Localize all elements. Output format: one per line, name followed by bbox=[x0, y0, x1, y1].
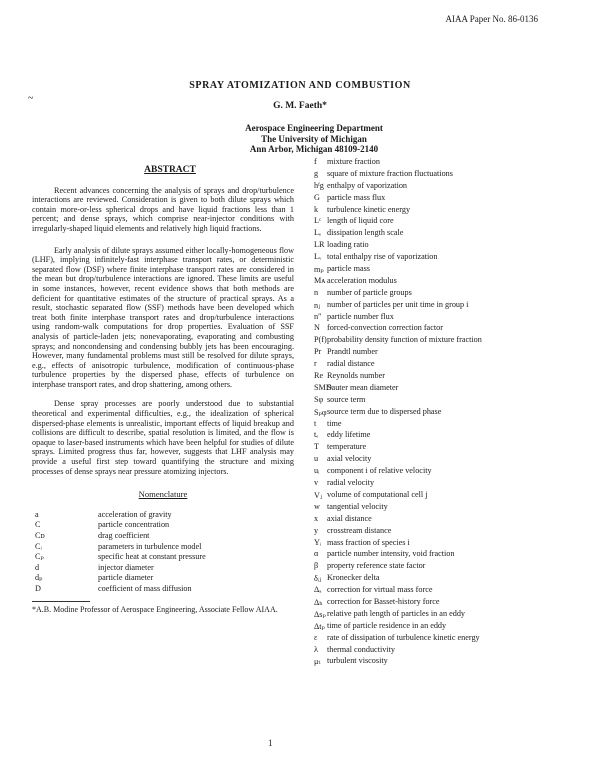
nomenclature-entry bbox=[314, 597, 584, 609]
paper-number: AIAA Paper No. 86-0136 bbox=[445, 14, 538, 24]
nomenclature-symbol: mₚ bbox=[314, 265, 324, 275]
nomenclature-definition: specific heat at constant pressure bbox=[98, 552, 206, 562]
abstract-heading: ABSTRACT bbox=[144, 165, 196, 175]
nomenclature-definition: number of particle groups bbox=[327, 287, 412, 297]
nomenclature-definition: rate of dissipation of turbulence kinetic energy bbox=[327, 632, 480, 642]
nomenclature-entry bbox=[314, 656, 584, 668]
nomenclature-entry bbox=[32, 573, 294, 584]
margin-scribble: ~ bbox=[28, 93, 34, 104]
nomenclature-entry bbox=[314, 288, 584, 300]
nomenclature-definition: relative path length of particles in an eddy bbox=[327, 608, 466, 618]
nomenclature-symbol: v bbox=[314, 478, 319, 488]
nomenclature-symbol: Sφ bbox=[314, 394, 324, 404]
nomenclature-entry bbox=[314, 312, 584, 324]
nomenclature-definition: Reynolds number bbox=[327, 371, 385, 381]
nomenclature-symbol: λ bbox=[314, 644, 318, 654]
nomenclature-entry bbox=[314, 157, 584, 169]
nomenclature-definition: eddy lifetime bbox=[327, 430, 371, 440]
nomenclature-symbol: Sₚφ bbox=[314, 407, 327, 417]
nomenclature-symbol: nⱼ bbox=[314, 300, 321, 310]
nomenclature-heading: Nomenclature bbox=[138, 489, 188, 500]
nomenclature-symbol: Vⱼ bbox=[314, 490, 323, 500]
paper-title: SPRAY ATOMIZATION AND COMBUSTION bbox=[189, 80, 411, 91]
nomenclature-definition: radial distance bbox=[327, 359, 375, 369]
nomenclature-symbol: P(f) bbox=[314, 335, 327, 345]
nomenclature-definition: probability density function of mixture fraction bbox=[327, 335, 482, 345]
nomenclature-entry bbox=[314, 466, 584, 478]
nomenclature-entry bbox=[32, 542, 294, 553]
nomenclature-entry bbox=[314, 514, 584, 526]
nomenclature-symbol: x bbox=[314, 513, 319, 523]
nomenclature-definition: particle concentration bbox=[98, 520, 170, 530]
nomenclature-definition: turbulent viscosity bbox=[327, 656, 388, 666]
nomenclature-entry bbox=[314, 276, 584, 288]
nomenclature-entry bbox=[314, 454, 584, 466]
affiliation-line: The University of Michigan bbox=[261, 133, 367, 144]
nomenclature-entry bbox=[314, 193, 584, 205]
nomenclature-entry bbox=[314, 300, 584, 312]
nomenclature-definition: particle mass flux bbox=[327, 192, 386, 202]
nomenclature-symbol: T bbox=[314, 442, 320, 452]
nomenclature-definition: forced-convection correction factor bbox=[327, 323, 443, 333]
nomenclature-symbol: β bbox=[314, 561, 319, 571]
affiliation-line: Ann Arbor, Michigan 48109-2140 bbox=[249, 144, 379, 154]
left-column bbox=[32, 166, 294, 614]
nomenclature-symbol: r bbox=[314, 359, 317, 369]
nomenclature-definition: axial velocity bbox=[327, 454, 372, 464]
nomenclature-entry bbox=[314, 561, 584, 573]
nomenclature-symbol: Lᶜ bbox=[314, 216, 322, 226]
nomenclature-entry bbox=[314, 395, 584, 407]
nomenclature-list-right bbox=[314, 157, 584, 668]
abstract-paragraph: Early analysis of dilute sprays assumed either locally-homogeneous flow (LHF), implying infinitely-fast interphase transport rates, or deterministic separated flow (DSF) where finite interphase transport rates are considered in the mean but drop/turbulence interactions are ignored. These limits are useful in some instances, however, recent evidence shows that both methods are deficient for quantitative estimates of the structure of practical sprays. As a result, stochastic separated flow (SSF) methods have been developed which treat both finite interphase transport rates and drop/turbulence interactions using random-walk computations for drop properties. Evaluation of SSF analysis of particle-laden jets; nonevaporating, evaporating and combusting sprays; and noncondensing and condensing bubbly jets has been encouraging. However, many fundamental problems must still be resolved for dilute sprays, e.g., effects of anisotropic turbulence, modification of continuous-phase turbulence properties by the dispersed phase, effects of turbulence on interphase transport rates, and drop shattering, among others. bbox=[32, 245, 294, 389]
footnote-rule bbox=[32, 601, 90, 602]
nomenclature-symbol: α bbox=[314, 549, 319, 559]
nomenclature-symbol: LR bbox=[314, 240, 325, 250]
nomenclature-symbol: hᶠg bbox=[314, 180, 324, 190]
nomenclature-definition: source term due to dispersed phase bbox=[327, 406, 442, 416]
nomenclature-symbol: Cᵢ bbox=[35, 541, 42, 551]
nomenclature-definition: property reference state factor bbox=[327, 561, 426, 571]
nomenclature-entry bbox=[314, 252, 584, 264]
nomenclature-entry bbox=[314, 549, 584, 561]
nomenclature-symbol: ε bbox=[314, 632, 318, 642]
nomenclature-symbol: SMD bbox=[314, 382, 332, 392]
author-footnote: *A.B. Modine Professor of Aerospace Engineering, Associate Fellow AIAA. bbox=[32, 604, 278, 614]
nomenclature-entry bbox=[314, 430, 584, 442]
nomenclature-entry bbox=[314, 264, 584, 276]
nomenclature-entry bbox=[314, 538, 584, 550]
nomenclature-entry bbox=[314, 502, 584, 514]
nomenclature-definition: drag coefficient bbox=[98, 531, 150, 540]
nomenclature-symbol: t bbox=[314, 418, 317, 428]
nomenclature-definition: time bbox=[327, 418, 342, 428]
nomenclature-symbol: Pr bbox=[314, 347, 322, 357]
nomenclature-definition: Kronecker delta bbox=[327, 573, 380, 583]
nomenclature-symbol: Δₕ bbox=[314, 597, 323, 607]
nomenclature-definition: acceleration modulus bbox=[327, 275, 397, 285]
nomenclature-definition: injector diameter bbox=[98, 562, 154, 572]
page-number: 1 bbox=[268, 738, 273, 748]
affiliation-line: Aerospace Engineering Department bbox=[245, 123, 383, 133]
nomenclature-symbol: y bbox=[314, 525, 319, 535]
nomenclature-entry bbox=[32, 531, 294, 542]
nomenclature-definition: number of particles per unit time in group i bbox=[327, 299, 469, 309]
nomenclature-definition: length of liquid core bbox=[327, 216, 394, 226]
nomenclature-entry bbox=[314, 371, 584, 383]
nomenclature-symbol: n″ bbox=[314, 311, 322, 321]
nomenclature-definition: axial distance bbox=[327, 513, 372, 523]
nomenclature-entry bbox=[314, 359, 584, 371]
nomenclature-entry bbox=[314, 169, 584, 181]
author-name: G. M. Faeth* bbox=[273, 101, 327, 111]
nomenclature-entry bbox=[314, 335, 584, 347]
nomenclature-definition: turbulence kinetic energy bbox=[327, 204, 411, 214]
nomenclature-symbol: Cᴅ bbox=[35, 531, 45, 540]
nomenclature-entry bbox=[314, 240, 584, 252]
nomenclature-symbol: N bbox=[314, 323, 320, 333]
nomenclature-entry bbox=[314, 228, 584, 240]
nomenclature-symbol: Lᵥ bbox=[314, 252, 322, 262]
nomenclature-entry bbox=[314, 205, 584, 217]
nomenclature-symbol: n bbox=[314, 287, 319, 297]
nomenclature-entry bbox=[314, 633, 584, 645]
nomenclature-definition: particle mass bbox=[327, 264, 370, 274]
nomenclature-symbol: G bbox=[314, 192, 320, 202]
abstract-paragraph: Dense spray processes are poorly understood due to substantial theoretical and experimental difficulties, e.g., the idealization of spherical dispersed-phase elements is unrealistic, important effects of liquid breakup and collisions are difficult to describe, spatial resolution is limited, and the flow is opaque to laser-based instruments which have been helpful for studies of dilute sprays. Limited progress thus far, however, suggests that LHF analysis may provide a useful first step toward quantifying the structure and mixing processes of dense sprays near pressure atomizing injectors. bbox=[32, 399, 294, 476]
nomenclature-definition: coefficient of mass diffusion bbox=[98, 583, 192, 593]
nomenclature-definition: dissipation length scale bbox=[327, 228, 404, 238]
nomenclature-definition: particle number intensity, void fraction bbox=[327, 549, 455, 559]
nomenclature-definition: total enthalpy rise of vaporization bbox=[327, 252, 438, 262]
nomenclature-definition: loading ratio bbox=[327, 240, 369, 250]
nomenclature-entry bbox=[314, 181, 584, 193]
nomenclature-definition: particle number flux bbox=[327, 311, 394, 321]
nomenclature-entry bbox=[32, 563, 294, 574]
nomenclature-entry bbox=[314, 407, 584, 419]
nomenclature-symbol: d bbox=[35, 562, 40, 572]
nomenclature-symbol: μₜ bbox=[314, 657, 321, 667]
nomenclature-symbol: tₑ bbox=[314, 430, 319, 440]
nomenclature-definition: enthalpy of vaporization bbox=[327, 180, 408, 190]
nomenclature-entry bbox=[32, 584, 294, 595]
nomenclature-symbol: a bbox=[35, 509, 39, 519]
nomenclature-entry bbox=[32, 510, 294, 521]
nomenclature-entry bbox=[314, 419, 584, 431]
nomenclature-entry bbox=[314, 442, 584, 454]
nomenclature-definition: mass fraction of species i bbox=[327, 537, 410, 547]
nomenclature-symbol: D bbox=[35, 583, 41, 593]
nomenclature-symbol: Δₐ bbox=[314, 585, 322, 595]
nomenclature-symbol: Δtₚ bbox=[314, 621, 325, 631]
nomenclature-symbol: dₚ bbox=[35, 573, 43, 583]
nomenclature-definition: volume of computational cell j bbox=[327, 489, 428, 499]
nomenclature-definition: component i of relative velocity bbox=[327, 466, 432, 476]
nomenclature-entry bbox=[32, 520, 294, 531]
nomenclature-symbol: Mᴀ bbox=[314, 275, 326, 285]
nomenclature-definition: tangential velocity bbox=[327, 501, 388, 511]
nomenclature-definition: mixture fraction bbox=[327, 157, 380, 166]
nomenclature-entry bbox=[314, 478, 584, 490]
nomenclature-definition: time of particle residence in an eddy bbox=[327, 620, 447, 630]
nomenclature-symbol: f bbox=[314, 157, 317, 166]
nomenclature-definition: thermal conductivity bbox=[327, 644, 395, 654]
nomenclature-symbol: Yᵢ bbox=[314, 537, 322, 547]
nomenclature-entry bbox=[314, 490, 584, 502]
nomenclature-list-left bbox=[32, 510, 294, 595]
nomenclature-entry bbox=[314, 526, 584, 538]
nomenclature-symbol: uᵢ bbox=[314, 466, 320, 476]
nomenclature-definition: temperature bbox=[327, 442, 367, 452]
nomenclature-entry bbox=[314, 585, 584, 597]
nomenclature-symbol: u bbox=[314, 454, 319, 464]
nomenclature-symbol: g bbox=[314, 168, 319, 178]
nomenclature-definition: correction for Basset-history force bbox=[327, 596, 440, 606]
nomenclature-definition: source term bbox=[327, 394, 366, 404]
nomenclature-symbol: Δsₚ bbox=[314, 609, 326, 619]
nomenclature-symbol: k bbox=[314, 204, 319, 214]
nomenclature-entry bbox=[314, 216, 584, 228]
abstract-paragraph: Recent advances concerning the analysis of sprays and drop/turbulence interactions are reviewed. Consideration is given to both dilute sprays which contain more-or-less spherical drops and have liquid fractions less than 1 percent; and dense sprays, which comprise near-injector conditions with irregularly-shaped liquid elements and relatively high liquid fractions. bbox=[32, 185, 294, 233]
nomenclature-symbol: C bbox=[35, 520, 41, 530]
nomenclature-definition: acceleration of gravity bbox=[98, 509, 172, 519]
nomenclature-symbol: Cₚ bbox=[35, 552, 44, 562]
nomenclature-symbol: Lₑ bbox=[314, 228, 322, 238]
nomenclature-definition: correction for virtual mass force bbox=[327, 585, 433, 595]
nomenclature-entry bbox=[314, 645, 584, 657]
affiliation-block bbox=[0, 123, 600, 155]
nomenclature-definition: square of mixture fraction fluctuations bbox=[327, 168, 453, 178]
nomenclature-definition: crosstream distance bbox=[327, 525, 392, 535]
nomenclature-definition: particle diameter bbox=[98, 573, 154, 583]
nomenclature-entry bbox=[314, 383, 584, 395]
nomenclature-entry bbox=[314, 609, 584, 621]
nomenclature-symbol: δᵢⱼ bbox=[314, 574, 322, 584]
nomenclature-symbol: w bbox=[314, 501, 320, 511]
nomenclature-entry bbox=[32, 552, 294, 563]
nomenclature-definition: radial velocity bbox=[327, 478, 375, 488]
nomenclature-entry bbox=[314, 621, 584, 633]
nomenclature-entry bbox=[314, 323, 584, 335]
nomenclature-entry bbox=[314, 573, 584, 585]
nomenclature-symbol: Re bbox=[314, 371, 324, 381]
nomenclature-definition: Sauter mean diameter bbox=[327, 382, 399, 392]
nomenclature-entry bbox=[314, 347, 584, 359]
nomenclature-definition: Prandtl number bbox=[327, 347, 378, 357]
nomenclature-definition: parameters in turbulence model bbox=[98, 541, 202, 551]
